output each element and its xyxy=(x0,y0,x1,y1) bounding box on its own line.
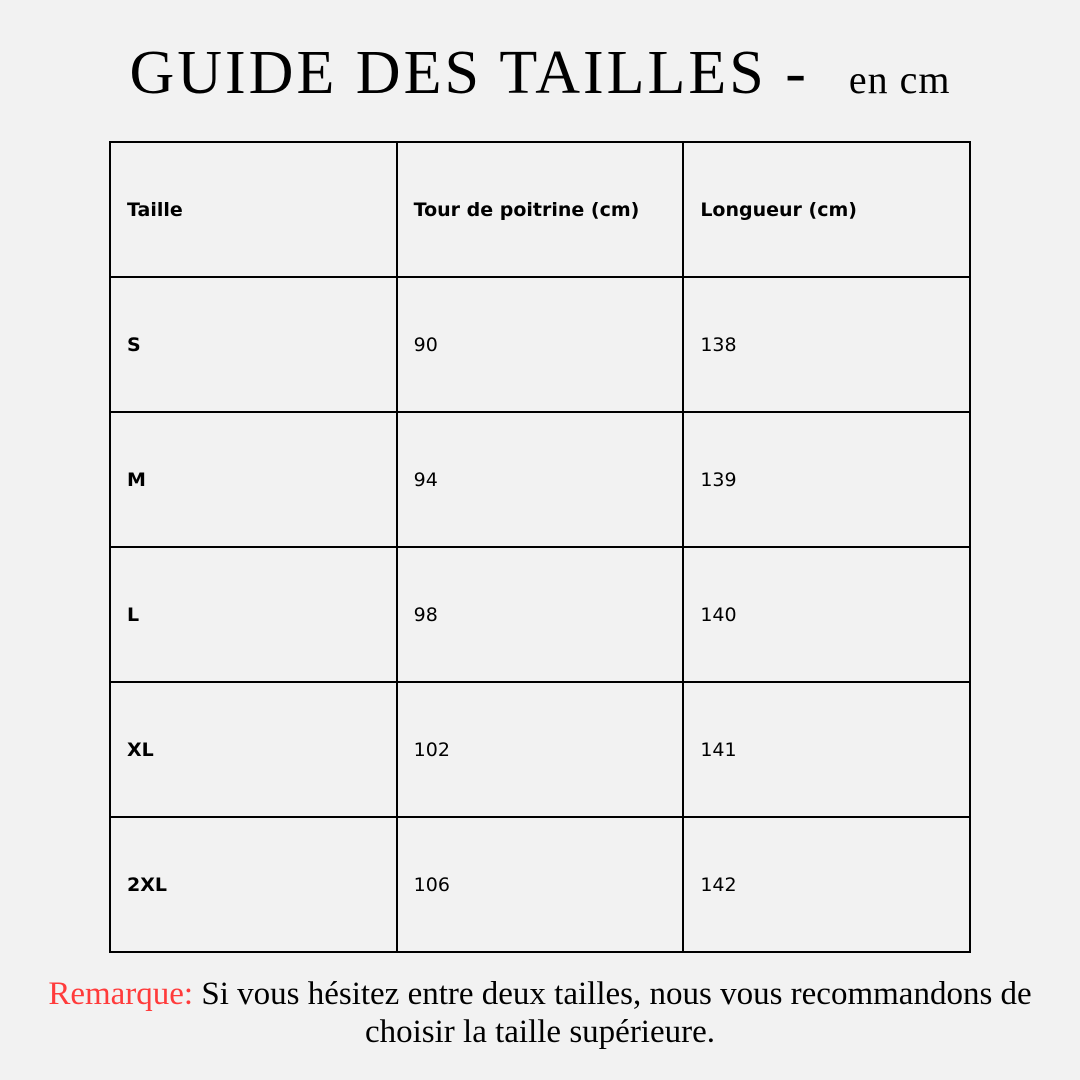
chest-cell: 94 xyxy=(397,412,684,547)
length-cell: 138 xyxy=(683,277,970,412)
size-cell: L xyxy=(110,547,397,682)
size-table xyxy=(109,141,971,953)
size-cell: 2XL xyxy=(110,817,397,952)
table-row xyxy=(110,817,970,952)
page-title xyxy=(0,38,1080,109)
length-cell: 139 xyxy=(683,412,970,547)
size-cell: M xyxy=(110,412,397,547)
size-cell: S xyxy=(110,277,397,412)
length-cell: 140 xyxy=(683,547,970,682)
table-row xyxy=(110,412,970,547)
table-header-row xyxy=(110,142,970,277)
header-length: Longueur (cm) xyxy=(683,142,970,277)
title-unit: en cm xyxy=(848,57,951,102)
size-cell: XL xyxy=(110,682,397,817)
chest-cell: 90 xyxy=(397,277,684,412)
chest-cell: 106 xyxy=(397,817,684,952)
chest-cell: 102 xyxy=(397,682,684,817)
length-cell: 142 xyxy=(683,817,970,952)
remark-label: Remarque: xyxy=(48,976,194,1012)
length-cell: 141 xyxy=(683,682,970,817)
header-chest: Tour de poitrine (cm) xyxy=(397,142,684,277)
remark-text: Si vous hésitez entre deux tailles, nous vous recommandons de choisir la taille supérieure. xyxy=(201,976,1032,1050)
title-main: GUIDE DES TAILLES - xyxy=(129,39,809,107)
chest-cell: 98 xyxy=(397,547,684,682)
table-row xyxy=(110,682,970,817)
header-size: Taille xyxy=(110,142,397,277)
table-row xyxy=(110,547,970,682)
remark-note xyxy=(0,975,1080,1051)
table-row xyxy=(110,277,970,412)
